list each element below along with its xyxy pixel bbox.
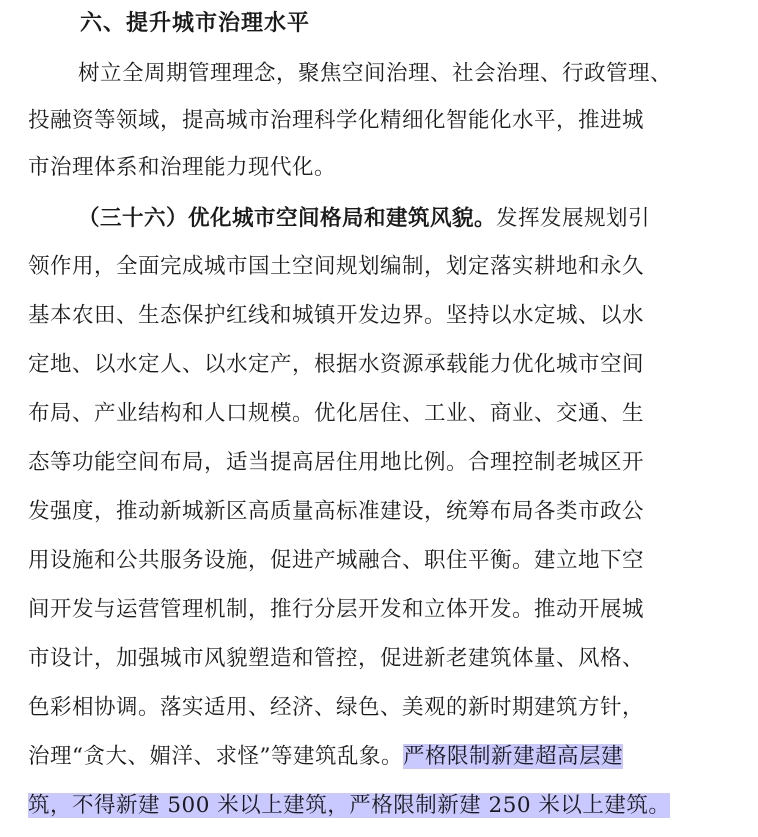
para2-line: 布局、产业结构和人口规模。优化居住、工业、商业、交通、生 (28, 401, 645, 426)
para1-line: 树立全周期管理理念，聚焦空间治理、社会治理、行政管理、 (78, 61, 673, 86)
para2-line (28, 786, 748, 826)
para2-line: 间开发与运营管理机制，推行分层开发和立体开发。推动开展城 (28, 597, 645, 622)
highlighted-text[interactable]: 严格限制新建超高层建 (403, 744, 624, 769)
para2-line (28, 737, 748, 777)
para2-line: 发强度，推动新城新区高质量高标准建设，统筹布局各类市政公 (28, 499, 645, 524)
para2-line: 态等功能空间布局，适当提高居住用地比例。合理控制老城区开 (28, 450, 645, 475)
para2-line: 市设计，加强城市风貌塑造和管控，促进新老建筑体量、风格、 (28, 646, 645, 671)
highlighted-text[interactable]: 筑，不得新建 500 米以上建筑，严格限制新建 250 米以上建筑。 (28, 793, 671, 818)
para2-line: 领作用，全面完成城市国土空间规划编制，划定落实耕地和永久 (28, 254, 645, 279)
para2-line: 基本农田、生态保护红线和城镇开发边界。坚持以水定城、以水 (28, 303, 645, 328)
para2-line: 色彩相协调。落实适用、经济、绿色、美观的新时期建筑方针， (28, 695, 645, 720)
para2-line: 用设施和公共服务设施，促进产城融合、职住平衡。建立地下空 (28, 548, 645, 573)
para1-line: 市治理体系和治理能力现代化。 (28, 155, 337, 180)
section-heading: 六、提升城市治理水平 (80, 11, 311, 36)
para2-first-line (78, 199, 758, 239)
para2-text: 发挥发展规划引 (496, 206, 651, 231)
para2-line: 定地、以水定人、以水定产，根据水资源承载能力优化城市空间 (28, 352, 645, 377)
subsection-title: （三十六）优化城市空间格局和建筑风貌。 (78, 206, 497, 231)
para2-text: 治理“贪大、媚洋、求怪”等建筑乱象。 (28, 744, 403, 769)
para1-line: 投融资等领域，提高城市治理科学化精细化智能化水平，推进城 (28, 108, 645, 133)
